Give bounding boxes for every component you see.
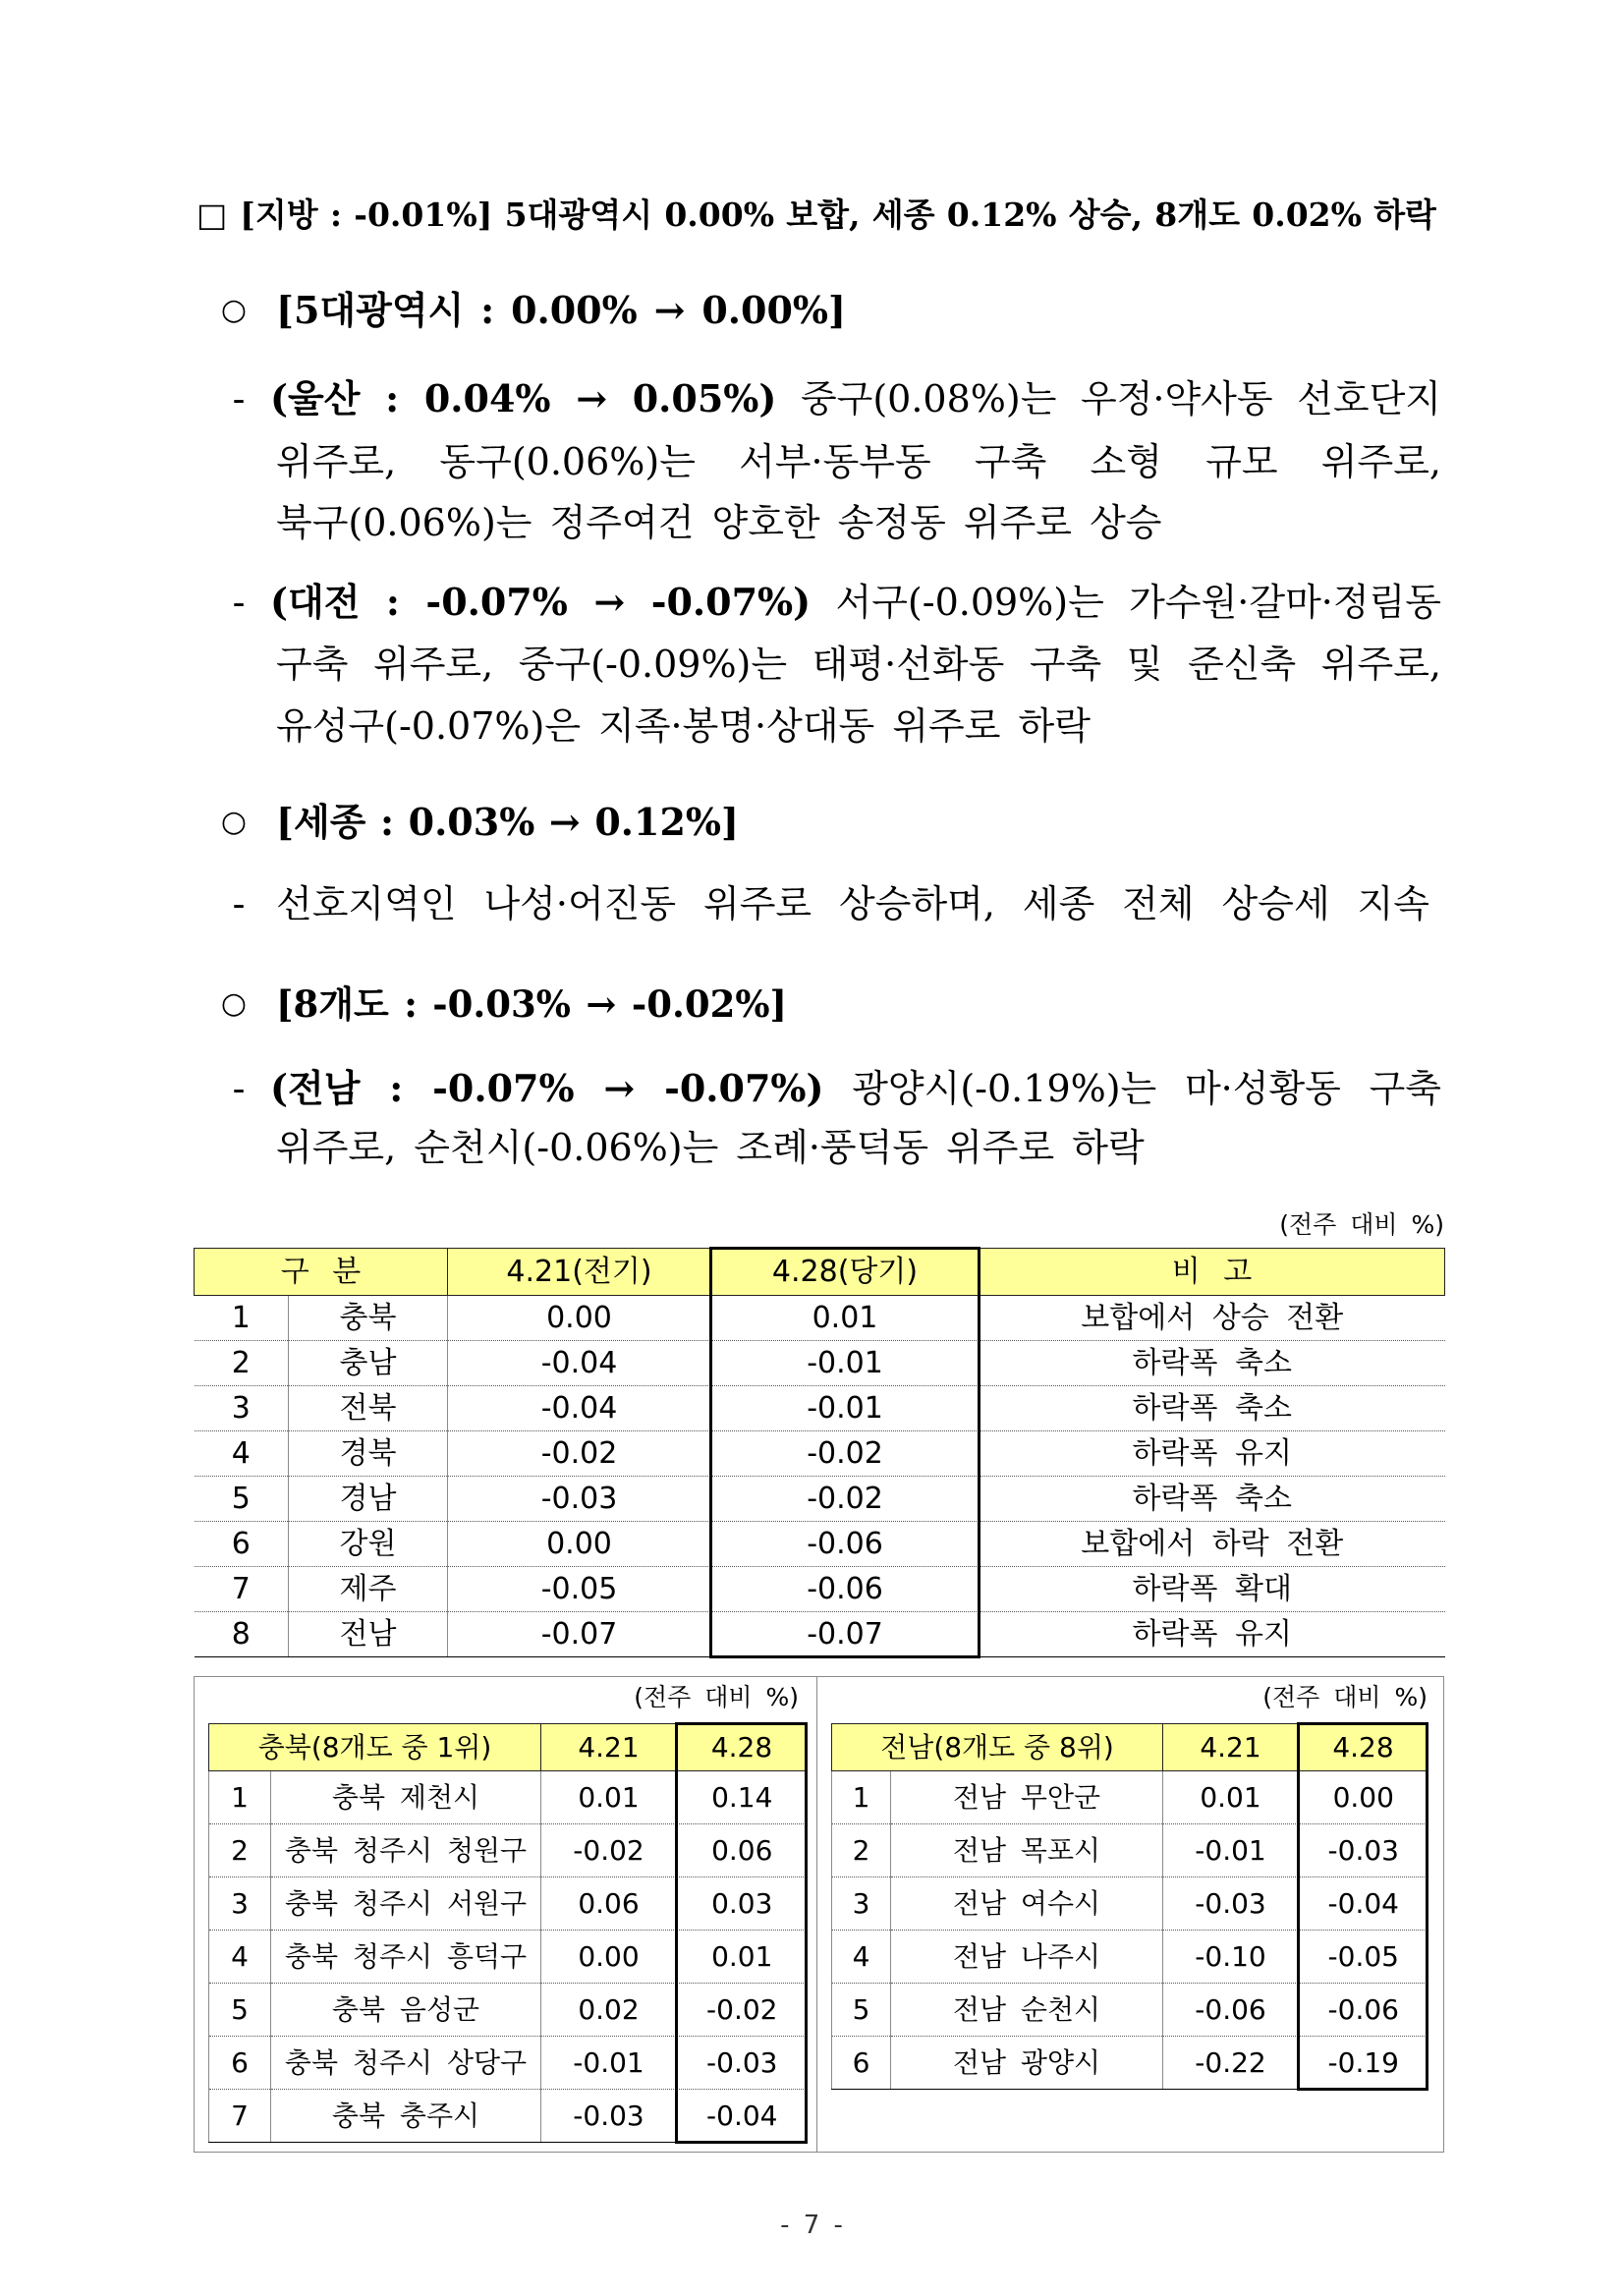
- page-number: - 7 -: [780, 2211, 843, 2240]
- prev-value-cell: 0.00: [448, 1522, 711, 1567]
- region-cell: 충북 청주시 흥덕구: [271, 1931, 541, 1984]
- prev-value-cell: 0.00: [448, 1296, 711, 1341]
- remark-cell: 하락폭 확대: [980, 1567, 1445, 1612]
- header-prev-week: 4.21: [1163, 1724, 1299, 1771]
- dash-bullet: -: [232, 581, 246, 624]
- rank-cell: 5: [832, 1984, 891, 2037]
- prev-value-cell: 0.02: [541, 1984, 677, 2037]
- prev-value-cell: -0.04: [448, 1341, 711, 1386]
- region-cell: 전남 광양시: [891, 2037, 1163, 2090]
- table-row: [209, 1877, 808, 1931]
- remark-cell: 보합에서 하락 전환: [980, 1522, 1445, 1567]
- remark-cell: 하락폭 유지: [980, 1612, 1445, 1657]
- table-row: [209, 1824, 808, 1877]
- rank-cell: 4: [832, 1931, 891, 1984]
- current-value-cell: -0.04: [677, 2090, 808, 2143]
- current-value-cell: -0.04: [1299, 1877, 1428, 1931]
- daejeon-line-2: 구축 위주로, 중구(-0.09%)는 태평·선화동 구축 및 준신축 위주로,: [276, 643, 1441, 686]
- rank-cell: 7: [209, 2090, 271, 2143]
- rank-cell: 6: [209, 2037, 271, 2090]
- rank-cell: 3: [209, 1877, 271, 1931]
- table-row: [832, 1824, 1428, 1877]
- rank-cell: 7: [195, 1567, 289, 1612]
- daejeon-text-1: 서구(-0.09%)는 가수원·갈마·정림동: [835, 581, 1441, 624]
- rank-cell: 3: [832, 1877, 891, 1931]
- rank-cell: 8: [195, 1612, 289, 1657]
- prev-value-cell: -0.01: [1163, 1824, 1299, 1877]
- table-row: [195, 1341, 1445, 1386]
- dash-bullet: -: [232, 882, 246, 925]
- unit-note: (전주 대비 %): [634, 1683, 799, 1711]
- rank-cell: 1: [195, 1296, 289, 1341]
- jeonnam-line-2: 위주로, 순천시(-0.06%)는 조례·풍덕동 위주로 하락: [276, 1126, 1145, 1169]
- region-cell: 충북 음성군: [271, 1984, 541, 2037]
- region-cell: 전남: [289, 1612, 448, 1657]
- current-value-cell: 0.06: [677, 1824, 808, 1877]
- current-value-cell: -0.02: [711, 1431, 980, 1477]
- ulsan-text-1: 중구(0.08%)는 우정·약사동 선호단지: [800, 377, 1441, 420]
- table-row: [209, 2090, 808, 2143]
- region-cell: 충북: [289, 1296, 448, 1341]
- table-header-row: [832, 1724, 1428, 1771]
- prev-value-cell: 0.01: [541, 1771, 677, 1824]
- header-category: 구 분: [195, 1249, 448, 1296]
- prev-value-cell: -0.07: [448, 1612, 711, 1657]
- region-cell: 충북 충주시: [271, 2090, 541, 2143]
- header-current-week: 4.28: [1299, 1724, 1428, 1771]
- table-row: [209, 1931, 808, 1984]
- table-row: [209, 2037, 808, 2090]
- current-value-cell: 0.01: [711, 1296, 980, 1341]
- chungbuk-subregion-table: [208, 1723, 808, 2143]
- region-cell: 충북 청주시 서원구: [271, 1877, 541, 1931]
- square-bullet-icon: □: [196, 196, 228, 234]
- prev-value-cell: 0.00: [541, 1931, 677, 1984]
- current-value-cell: -0.06: [711, 1522, 980, 1567]
- region-cell: 전남 순천시: [891, 1984, 1163, 2037]
- jeonnam-text-1: 광양시(-0.19%)는 마·성황동 구축: [852, 1067, 1441, 1110]
- table-row: [832, 2037, 1428, 2090]
- current-value-cell: -0.05: [1299, 1931, 1428, 1984]
- summary-text: 5대광역시 0.00% 보합, 세종 0.12% 상승, 8개도 0.02% 하락: [504, 196, 1436, 234]
- region-cell: 강원: [289, 1522, 448, 1567]
- rank-cell: 6: [195, 1522, 289, 1567]
- region-cell: 충북 청주시 상당구: [271, 2037, 541, 2090]
- table-row: [195, 1386, 1445, 1431]
- current-value-cell: 0.01: [677, 1931, 808, 1984]
- circle-bullet-icon: ○: [220, 986, 248, 1021]
- circle-bullet-icon: ○: [220, 293, 248, 327]
- header-current-week: 4.28: [677, 1724, 808, 1771]
- table-row: [832, 1984, 1428, 2037]
- unit-note: (전주 대비 %): [1262, 1683, 1428, 1711]
- jeonnam-line-1: [270, 1061, 1441, 1116]
- table-row: [832, 1771, 1428, 1824]
- header-remarks: 비 고: [980, 1249, 1445, 1296]
- remark-cell: 하락폭 축소: [980, 1477, 1445, 1522]
- prev-value-cell: 0.06: [541, 1877, 677, 1931]
- provinces-heading: [8개도 : -0.03% → -0.02%]: [276, 982, 787, 1026]
- header-current-week: 4.28(당기): [711, 1249, 980, 1296]
- region-cell: 경남: [289, 1477, 448, 1522]
- prev-value-cell: -0.02: [541, 1824, 677, 1877]
- current-value-cell: -0.07: [711, 1612, 980, 1657]
- current-value-cell: -0.03: [677, 2037, 808, 2090]
- rank-cell: 2: [209, 1824, 271, 1877]
- sejong-heading: [세종 : 0.03% → 0.12%]: [276, 800, 739, 844]
- remark-cell: 하락폭 유지: [980, 1431, 1445, 1477]
- dash-bullet: -: [232, 377, 246, 420]
- current-value-cell: -0.06: [711, 1567, 980, 1612]
- region-cell: 전남 목포시: [891, 1824, 1163, 1877]
- region-cell: 전북: [289, 1386, 448, 1431]
- table-header-row: [209, 1724, 808, 1771]
- current-value-cell: 0.03: [677, 1877, 808, 1931]
- current-value-cell: -0.01: [711, 1386, 980, 1431]
- table-row: [195, 1296, 1445, 1341]
- jeonnam-subregion-table: [831, 1723, 1428, 2090]
- rank-cell: 4: [195, 1431, 289, 1477]
- daejeon-line-1: [270, 575, 1441, 630]
- current-value-cell: 0.00: [1299, 1771, 1428, 1824]
- prev-value-cell: -0.10: [1163, 1931, 1299, 1984]
- current-value-cell: -0.19: [1299, 2037, 1428, 2090]
- region-cell: 충북 제천시: [271, 1771, 541, 1824]
- region-cell: 제주: [289, 1567, 448, 1612]
- daejeon-heading: (대전 : -0.07% → -0.07%): [270, 580, 812, 624]
- summary-line: [196, 188, 1436, 243]
- table-header-row: [195, 1249, 1445, 1296]
- header-region: 전남(8개도 중 8위): [832, 1724, 1163, 1771]
- metro-heading: [5대광역시 : 0.00% → 0.00%]: [276, 288, 846, 332]
- jeonnam-heading: (전남 : -0.07% → -0.07%): [270, 1066, 824, 1110]
- table-row: [195, 1431, 1445, 1477]
- unit-note: (전주 대비 %): [1279, 1210, 1444, 1239]
- prev-value-cell: -0.03: [1163, 1877, 1299, 1931]
- remark-cell: 하락폭 축소: [980, 1341, 1445, 1386]
- province-change-table: [194, 1248, 1445, 1657]
- rank-cell: 2: [195, 1341, 289, 1386]
- prev-value-cell: -0.05: [448, 1567, 711, 1612]
- prev-value-cell: -0.22: [1163, 2037, 1299, 2090]
- rank-cell: 2: [832, 1824, 891, 1877]
- prev-value-cell: -0.03: [448, 1477, 711, 1522]
- region-cell: 전남 무안군: [891, 1771, 1163, 1824]
- header-prev-week: 4.21(전기): [448, 1249, 711, 1296]
- table-row: [195, 1522, 1445, 1567]
- current-value-cell: -0.02: [677, 1984, 808, 2037]
- ulsan-line-1: [270, 371, 1441, 426]
- circle-bullet-icon: ○: [220, 805, 248, 839]
- rank-cell: 1: [832, 1771, 891, 1824]
- region-cell: 충남: [289, 1341, 448, 1386]
- table-row: [195, 1567, 1445, 1612]
- prev-value-cell: -0.06: [1163, 1984, 1299, 2037]
- ulsan-line-3: 북구(0.06%)는 정주여건 양호한 송정동 위주로 상승: [276, 501, 1162, 544]
- prev-value-cell: -0.01: [541, 2037, 677, 2090]
- panel-divider: [816, 1676, 817, 2153]
- daejeon-line-3: 유성구(-0.07%)은 지족·봉명·상대동 위주로 하락: [276, 704, 1091, 748]
- rank-cell: 5: [195, 1477, 289, 1522]
- table-row: [195, 1477, 1445, 1522]
- rank-cell: 4: [209, 1931, 271, 1984]
- region-cell: 경북: [289, 1431, 448, 1477]
- prev-value-cell: -0.03: [541, 2090, 677, 2143]
- current-value-cell: -0.02: [711, 1477, 980, 1522]
- region-cell: 전남 여수시: [891, 1877, 1163, 1931]
- table-row: [209, 1771, 808, 1824]
- rank-cell: 1: [209, 1771, 271, 1824]
- prev-value-cell: -0.04: [448, 1386, 711, 1431]
- current-value-cell: 0.14: [677, 1771, 808, 1824]
- rank-cell: 6: [832, 2037, 891, 2090]
- ulsan-line-2: 위주로, 동구(0.06%)는 서부·동부동 구축 소형 규모 위주로,: [276, 440, 1441, 483]
- ulsan-heading: (울산 : 0.04% → 0.05%): [270, 376, 777, 420]
- current-value-cell: -0.03: [1299, 1824, 1428, 1877]
- sejong-line-1: 선호지역인 나성·어진동 위주로 상승하며, 세종 전체 상승세 지속: [276, 882, 1429, 925]
- current-value-cell: -0.06: [1299, 1984, 1428, 2037]
- table-row: [832, 1877, 1428, 1931]
- region-cell: 충북 청주시 청원구: [271, 1824, 541, 1877]
- rank-cell: 5: [209, 1984, 271, 2037]
- current-value-cell: -0.01: [711, 1341, 980, 1386]
- remark-cell: 하락폭 축소: [980, 1386, 1445, 1431]
- prev-value-cell: 0.01: [1163, 1771, 1299, 1824]
- summary-heading: [지방 : -0.01%]: [240, 196, 493, 234]
- table-row: [209, 1984, 808, 2037]
- table-row: [195, 1612, 1445, 1657]
- table-row: [832, 1931, 1428, 1984]
- region-cell: 전남 나주시: [891, 1931, 1163, 1984]
- header-prev-week: 4.21: [541, 1724, 677, 1771]
- header-region: 충북(8개도 중 1위): [209, 1724, 541, 1771]
- prev-value-cell: -0.02: [448, 1431, 711, 1477]
- remark-cell: 보합에서 상승 전환: [980, 1296, 1445, 1341]
- dash-bullet: -: [232, 1067, 246, 1110]
- rank-cell: 3: [195, 1386, 289, 1431]
